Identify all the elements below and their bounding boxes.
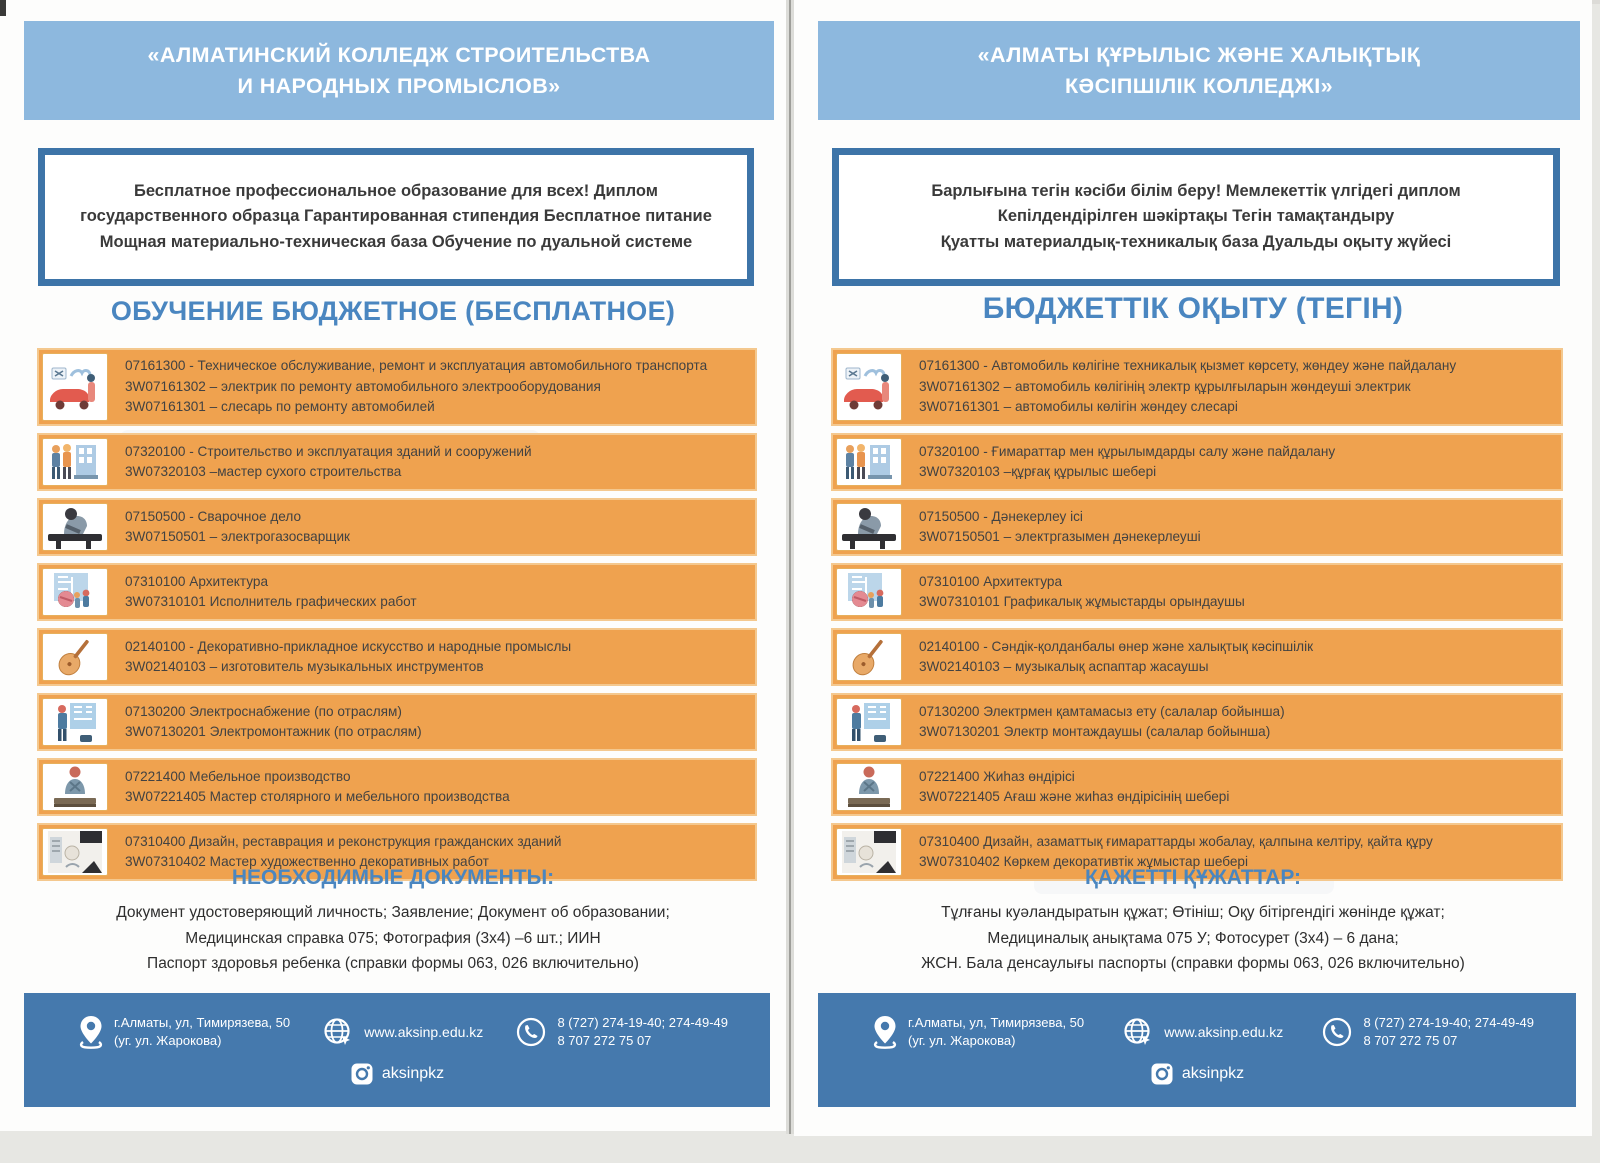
program-row xyxy=(37,498,757,556)
scan-artifact-corner xyxy=(0,0,6,16)
auto-repair-icon xyxy=(42,353,108,421)
documents-line: Документ удостоверяющий личность; Заявление; Документ об образовании; xyxy=(116,904,670,921)
program-line: 3W07150501 – электргазымен дәнекерлеуші xyxy=(919,529,1201,544)
promo-line: Мощная материально-техническая база Обучение по дуальной системе xyxy=(99,232,693,251)
program-text xyxy=(905,350,1561,424)
location-pin-icon xyxy=(872,1015,898,1049)
instagram-block xyxy=(24,1062,770,1086)
electrical-icon xyxy=(42,698,108,746)
program-row xyxy=(37,758,757,816)
program-line: 3W07310402 Мастер художественно декоративных работ xyxy=(125,854,489,869)
architecture-icon xyxy=(836,568,902,616)
auto-repair-icon xyxy=(836,353,902,421)
instagram-handle: aksinpkz xyxy=(1181,1064,1245,1082)
program-text xyxy=(905,630,1561,684)
program-line: 3W07320103 –құрғақ құрылыс шебері xyxy=(919,464,1157,479)
program-line: 3W07310402 Көркем декоративтік жұмыстар шебері xyxy=(919,854,1249,869)
program-row xyxy=(831,348,1563,426)
whatsapp-phone-icon xyxy=(1321,1016,1353,1048)
college-name-line1: «АЛМАТИНСКИЙ КОЛЛЕДЖ СТРОИТЕЛЬСТВА xyxy=(147,42,651,67)
documents-title: ҚАЖЕТТІ ҚҰЖАТТАР: xyxy=(1084,866,1302,889)
globe-icon xyxy=(1122,1016,1154,1048)
program-line: 07320100 - Ғимараттар мен құрылымдарды салу және пайдалану xyxy=(919,443,1336,459)
instagram-handle: aksinpkz xyxy=(381,1064,445,1082)
program-row xyxy=(37,563,757,621)
program-line: 07310400 Дизайн, азаматтық ғимараттарды жобалау, қалпына келтіру, қайта құру xyxy=(919,833,1433,849)
phone-block xyxy=(515,1014,728,1049)
program-line: 3W07310101 Исполнитель графических работ xyxy=(125,594,417,609)
flyer-page-russian xyxy=(0,0,786,1131)
program-row xyxy=(37,628,757,686)
program-text xyxy=(111,695,755,749)
documents-line: Паспорт здоровья ребенка (справки формы 063, 026 включительно) xyxy=(147,955,639,973)
program-line: 3W07130201 Электромонтажник (по отраслям) xyxy=(125,724,422,739)
program-line: 07161300 - Техническое обслуживание, ремонт и эксплуатация автомобильного транспорта xyxy=(125,358,708,374)
program-row xyxy=(831,498,1563,556)
documents-title: НЕОБХОДИМЫЕ ДОКУМЕНТЫ: xyxy=(231,866,555,889)
documents-list xyxy=(814,900,1572,977)
electrical-icon xyxy=(836,698,902,746)
program-line: 07310400 Дизайн, реставрация и реконструкция гражданских зданий xyxy=(125,833,562,849)
website-block xyxy=(1122,1016,1283,1048)
website-text: www.aksinp.edu.kz xyxy=(1164,1023,1284,1040)
promo-line: Барлығына тегін кәсіби білім беру! Мемлекеттік үлгідегі диплом xyxy=(931,181,1461,200)
program-line: 3W07310101 Графикалық жұмыстарды орындаушы xyxy=(919,594,1245,609)
program-line: 07150500 - Сварочное дело xyxy=(125,508,302,524)
welding-icon xyxy=(836,503,902,551)
college-name-line2: И НАРОДНЫХ ПРОМЫСЛОВ» xyxy=(237,73,561,98)
program-line: 3W07161302 – автомобиль көлігінің электр құрылғыларын жөндеуші электрик xyxy=(919,378,1411,394)
furniture-icon xyxy=(836,763,902,811)
documents-line: Медициналық анықтама 075 У; Фотосурет (3х4) – 6 дана; xyxy=(987,929,1399,947)
website-text: www.aksinp.edu.kz xyxy=(364,1023,484,1040)
college-name-banner xyxy=(24,21,774,120)
program-row xyxy=(37,433,757,491)
address-block xyxy=(78,1014,290,1049)
furniture-icon xyxy=(42,763,108,811)
college-name-line1: «АЛМАТЫ ҚҰРЫЛЫС ЖӘНЕ ХАЛЫҚТЫҚ xyxy=(977,42,1421,67)
address-text: г.Алматы, ул, Тимирязева, 50 (уг. ул. Жарокова) xyxy=(114,1015,291,1048)
program-line: 3W02140103 – музыкалық аспаптар жасаушы xyxy=(919,659,1209,674)
location-pin-icon xyxy=(78,1015,104,1049)
documents-line: Медицинская справка 075; Фотография (3х4) –6 шт.; ИИН xyxy=(185,929,601,947)
program-line: 07130200 Электроснабжение (по отраслям) xyxy=(125,703,402,719)
program-line: 07150500 - Дәнекерлеу ісі xyxy=(919,508,1083,524)
program-line: 02140100 - Сәндік-қолданбалы өнер және халықтық кәсіпшілік xyxy=(919,638,1314,654)
program-row xyxy=(831,433,1563,491)
program-line: 07320100 - Строительство и эксплуатация зданий и сооружений xyxy=(125,443,532,459)
program-line: 07221400 Мебельное производство xyxy=(125,768,351,784)
college-name-line2: КӘСІПШІЛІК КОЛЛЕДЖІ» xyxy=(1065,73,1333,98)
program-line: 07161300 - Автомобиль көлігіне техникалық қызмет көрсету, жөндеу және пайдалану xyxy=(919,358,1457,374)
phone-text: 8 (727) 274-19-40; 274-49-49 8 707 272 75 07 xyxy=(1363,1015,1534,1048)
college-name-banner xyxy=(818,21,1580,120)
program-line: 3W07150501 – электрогазосварщик xyxy=(125,529,350,544)
whatsapp-phone-icon xyxy=(515,1016,547,1048)
address-text: г.Алматы, ул, Тимирязева, 50 (уг. ул. Жарокова) xyxy=(908,1015,1085,1048)
instagram-icon xyxy=(1150,1062,1174,1086)
program-text xyxy=(905,435,1561,489)
program-row xyxy=(831,758,1563,816)
program-text xyxy=(111,435,755,489)
program-line: 07130200 Электрмен қамтамасыз ету (салалар бойынша) xyxy=(919,703,1285,719)
program-row xyxy=(831,563,1563,621)
promo-line: Бесплатное профессиональное образование для всех! Диплом xyxy=(133,181,658,200)
instagram-block xyxy=(818,1062,1576,1086)
flyer-page-kazakh xyxy=(794,0,1592,1136)
program-text xyxy=(111,565,755,619)
program-line: 3W07221405 Мастер столярного и мебельного производства xyxy=(125,789,510,804)
program-line: 3W07161301 – автомобилы көлігін жөндеу слесарі xyxy=(919,399,1238,415)
promo-box xyxy=(832,148,1560,286)
program-text xyxy=(111,630,755,684)
program-text xyxy=(111,500,755,554)
program-text xyxy=(905,500,1561,554)
program-line: 07310100 Архитектура xyxy=(919,573,1062,589)
documents-list xyxy=(20,900,766,977)
website-block xyxy=(322,1016,483,1048)
documents-line: Тұлғаны куәландыратын құжат; Өтініш; Оқу бітіргендігі жөнінде құжат; xyxy=(941,904,1445,921)
address-block xyxy=(872,1014,1084,1049)
page-seam-line xyxy=(789,0,791,1134)
program-line: 3W07161301 – слесарь по ремонту автомобилей xyxy=(125,399,435,415)
dombra-icon xyxy=(836,633,902,681)
program-row xyxy=(37,693,757,751)
program-text xyxy=(905,695,1561,749)
program-line: 3W07130201 Электр монтаждаушы (салалар бойынша) xyxy=(919,724,1271,739)
program-line: 3W07161302 – электрик по ремонту автомобильного электрооборудования xyxy=(125,378,601,394)
globe-icon xyxy=(322,1016,354,1048)
instagram-icon xyxy=(350,1062,374,1086)
section-title: ОБУЧЕНИЕ БЮДЖЕТНОЕ (БЕСПЛАТНОЕ) xyxy=(110,296,676,326)
phone-block xyxy=(1321,1014,1534,1049)
program-row xyxy=(37,348,757,426)
architecture-icon xyxy=(42,568,108,616)
promo-line: Қуатты материалдық-техникалық база Дуальды оқыту жүйесі xyxy=(940,232,1452,251)
program-text xyxy=(111,760,755,814)
program-line: 07310100 Архитектура xyxy=(125,573,268,589)
construction-icon xyxy=(42,438,108,486)
construction-icon xyxy=(836,438,902,486)
documents-line: ЖСН. Бала денсаулығы паспорты (справки формы 063, 026 включительно) xyxy=(921,955,1465,973)
program-row xyxy=(831,628,1563,686)
program-text xyxy=(905,760,1561,814)
program-line: 02140100 - Декоративно-прикладное искусство и народные промыслы xyxy=(125,638,572,654)
phone-text: 8 (727) 274-19-40; 274-49-49 8 707 272 75 07 xyxy=(557,1015,728,1048)
program-line: 3W07221405 Ағаш және жиһаз өндірісінің шебері xyxy=(919,789,1230,804)
program-list xyxy=(37,348,757,881)
contact-footer xyxy=(818,993,1576,1107)
program-line: 3W07320103 –мастер сухого строительства xyxy=(125,464,402,479)
promo-line: Кепілдендірілген шәкіртақы Тегін тамақтандыру xyxy=(997,207,1395,226)
contact-footer xyxy=(24,993,770,1107)
program-text xyxy=(905,565,1561,619)
program-row xyxy=(831,693,1563,751)
program-line: 3W02140103 – изготовитель музыкальных инструментов xyxy=(125,659,484,674)
welding-icon xyxy=(42,503,108,551)
section-title: БЮДЖЕТТІК ОҚЫТУ (ТЕГІН) xyxy=(982,292,1404,325)
program-line: 07221400 Жиһаз өндірісі xyxy=(919,768,1075,784)
program-text xyxy=(111,350,755,424)
dombra-icon xyxy=(42,633,108,681)
promo-line: государственного образца Гарантированная стипендия Бесплатное питание xyxy=(80,207,712,226)
promo-box xyxy=(38,148,754,286)
program-list xyxy=(831,348,1563,881)
